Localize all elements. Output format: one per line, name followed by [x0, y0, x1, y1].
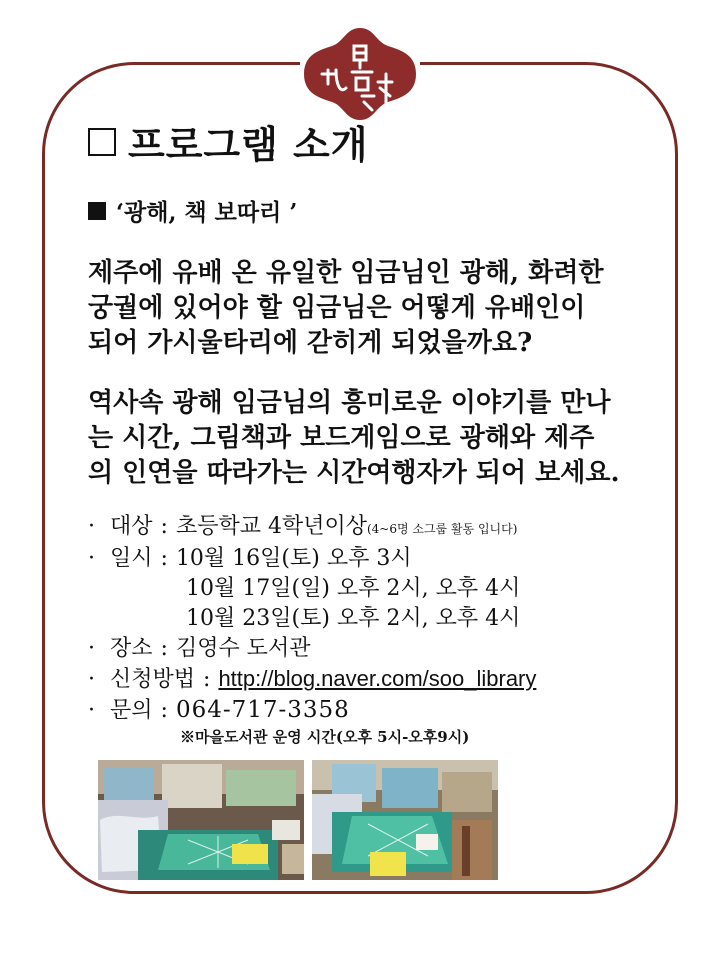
target-note: (4~6명 소그룹 활동 입니다) [366, 522, 518, 536]
colon: : [160, 636, 168, 661]
colon: : [160, 698, 168, 723]
hours-note: ※마을도서관 운영 시간(오후 5시-오후9시) [180, 728, 470, 746]
intro-line: 제주에 유배 온 유일한 임금님인 광해, 화려한 [88, 258, 604, 288]
place-label: 장소 [110, 636, 153, 661]
story-line: 역사속 광해 임금님의 흥미로운 이야기를 만나 [88, 388, 611, 418]
subtitle-text: ‘광해, 책 보따리 ’ [116, 199, 298, 226]
bullet: · [88, 636, 95, 661]
target-label: 대상 [110, 514, 153, 539]
program-subtitle [88, 194, 297, 227]
date-value: 10월 17일(일) 오후 2시, 오후 4시 [186, 576, 521, 601]
page-title [88, 114, 368, 169]
colon: : [160, 546, 168, 571]
date-value: 10월 23일(토) 오후 2시, 오후 4시 [186, 606, 521, 631]
bullet: · [88, 514, 95, 539]
bullet: · [88, 546, 95, 571]
date-row [88, 544, 668, 574]
contact-label: 문의 [110, 698, 153, 723]
intro-line: 되어 가시울타리에 갇히게 되었을까요? [88, 328, 533, 358]
intro-paragraph [88, 256, 658, 361]
program-info [88, 512, 668, 748]
bullet: · [88, 698, 95, 723]
intro-line: 궁궐에 있어야 할 임금님은 어떻게 유배인이 [88, 293, 586, 323]
board-game-photo [312, 760, 498, 880]
colon: : [203, 667, 211, 692]
story-paragraph [88, 386, 658, 491]
apply-row [88, 664, 668, 695]
contact-row [88, 695, 668, 726]
filled-square-icon [88, 202, 106, 220]
phone-number: 064-717-3358 [175, 697, 350, 723]
apply-label: 신청방법 [110, 667, 196, 692]
place-value: 김영수 도서관 [175, 636, 311, 661]
target-row [88, 512, 668, 544]
board-game-photo [98, 760, 304, 880]
story-line: 는 시간, 그림책과 보드게임으로 광해와 제주 [88, 423, 595, 453]
colon: : [160, 514, 168, 539]
target-value: 초등학교 4학년이상 [175, 514, 367, 539]
story-line: 의 인연을 따라가는 시간여행자가 되어 보세요. [88, 458, 620, 488]
date-row [88, 574, 668, 604]
date-row [88, 604, 668, 634]
date-value: 10월 16일(토) 오후 3시 [175, 546, 412, 571]
place-row [88, 634, 668, 664]
title-text: 프로그램 소개 [128, 122, 369, 167]
blog-link[interactable]: http://blog.naver.com/soo_library [218, 666, 537, 691]
bullet: · [88, 667, 95, 692]
checkbox-square-icon [88, 128, 116, 156]
date-label: 일시 [110, 546, 153, 571]
gwanghae-logo [300, 24, 420, 124]
